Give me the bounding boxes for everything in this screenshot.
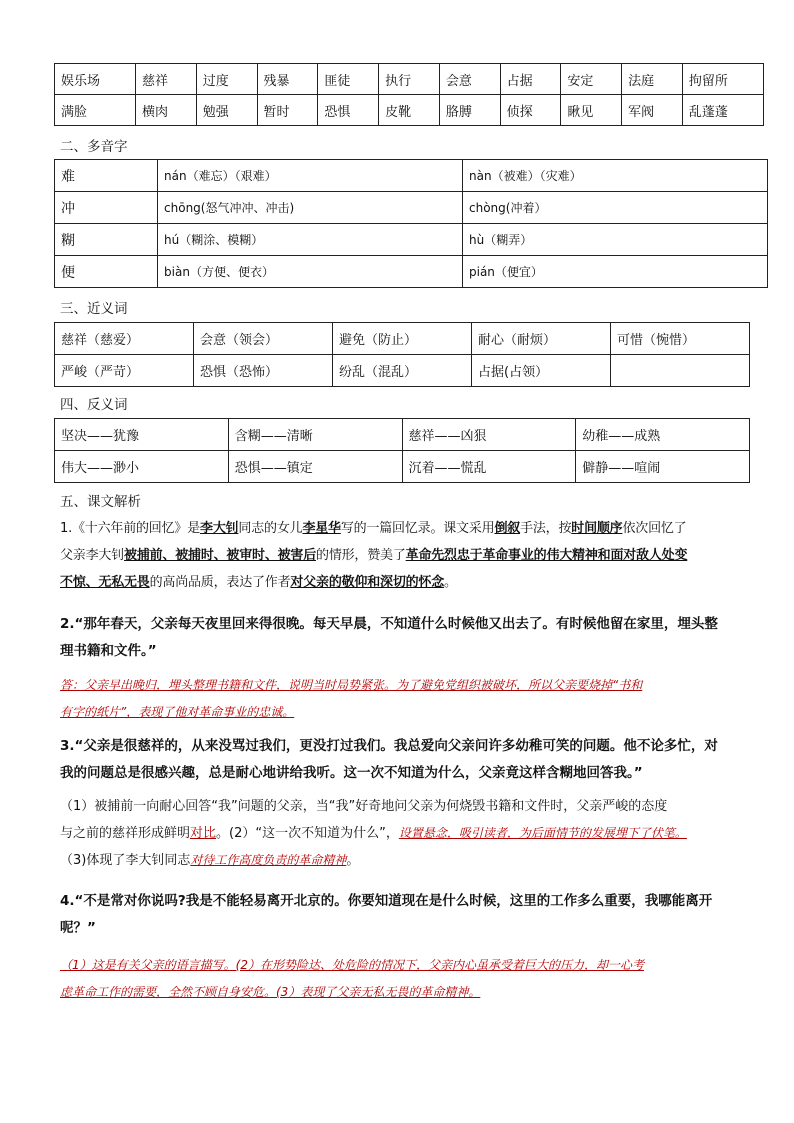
- section-heading-antonyms: 四、反义词: [60, 397, 128, 413]
- antonym-cell: 伟大——渺小: [55, 451, 229, 483]
- answer-3: [60, 793, 748, 874]
- antonym-cell: 慈祥——凶狠: [402, 419, 576, 451]
- text-run: 的高尚品质，表达了作者: [149, 575, 291, 590]
- polyphone-reading-b: pián（便宜）: [463, 256, 768, 288]
- synonym-cell: 占据(占领）: [472, 355, 611, 387]
- table-row: [55, 323, 750, 355]
- vocab-cell: 法庭: [622, 64, 683, 95]
- synonym-cell: 会意（领会）: [194, 323, 333, 355]
- synonym-cell: [611, 355, 750, 387]
- question-text: 呢？”: [60, 920, 96, 936]
- polyphone-reading-a: nán（难忘）（艰难）: [158, 160, 463, 192]
- synonym-table: [54, 322, 750, 387]
- answer-text: 答：父亲早出晚归，埋头整理书籍和文件，说明当时局势紧张。为了避免党组织被破坏，所以父亲要烧掉“书和: [60, 678, 643, 692]
- table-row: [55, 224, 768, 256]
- question-text: 4.“不是常对你说吗?我是不能轻易离开北京的。你要知道现在是什么时候，这里的工作多么重要，我哪能离开: [60, 893, 713, 909]
- polyphone-table: [54, 159, 768, 288]
- polyphone-reading-b: nàn（被难）（灾难）: [463, 160, 768, 192]
- vocabulary-table: [54, 63, 764, 126]
- antonym-cell: 沉着——慌乱: [402, 451, 576, 483]
- vocab-cell: 过度: [196, 64, 257, 95]
- question-2: [60, 611, 748, 665]
- vocab-cell: 侦探: [500, 95, 561, 126]
- antonym-cell: 僻静——喧闹: [576, 451, 750, 483]
- polyphone-char: 难: [55, 160, 158, 192]
- text-run-emphasis: 李星华: [302, 521, 341, 536]
- text-run-emphasis: 对父亲的敬仰和深切的怀念: [290, 575, 445, 590]
- vocab-cell: 满脸: [55, 95, 136, 126]
- question-text: 3.“父亲是很慈祥的，从来没骂过我们，更没打过我们。我总爱向父亲问许多幼稚可笑的问题。他不论多忙，对: [60, 738, 718, 754]
- text-run: 父亲李大钊: [60, 548, 125, 563]
- text-run: 同志的女儿: [238, 521, 303, 536]
- text-run-emphasis: 时间顺序: [571, 521, 623, 536]
- text-run-emphasis: 被捕前、被捕时、被审时、被害后: [124, 548, 317, 563]
- answer-2: [60, 672, 748, 726]
- question-3: [60, 733, 748, 787]
- table-row: [55, 419, 750, 451]
- vocab-cell: 勉强: [196, 95, 257, 126]
- vocab-cell: 残暴: [257, 64, 318, 95]
- answer-text: 。: [346, 853, 360, 868]
- text-run: 。: [444, 575, 457, 590]
- question-text: 2.“那年春天，父亲每天夜里回来得很晚。每天早晨，不知道什么时候他又出去了。有时候他留在家里，埋头整: [60, 616, 718, 632]
- vocab-cell: 执行: [379, 64, 440, 95]
- answer-text: （1）被捕前一向耐心回答“我”问题的父亲，当“我”好奇地问父亲为何烧毁书籍和文件时，父亲严峻的态度: [60, 799, 668, 814]
- synonym-cell: 纷乱（混乱）: [333, 355, 472, 387]
- answer-text: （3)体现了李大钊同志: [60, 853, 191, 868]
- text-run: 依次回忆了: [622, 521, 687, 536]
- synonym-cell: 耐心（耐烦）: [472, 323, 611, 355]
- section-heading-synonyms: 三、近义词: [60, 301, 128, 317]
- question-text: 我的问题总是很感兴趣，总是耐心地讲给我听。这一次不知道为什么，父亲竟这样含糊地回答我。”: [60, 765, 643, 781]
- section-heading-polyphones: 二、多音字: [60, 139, 128, 155]
- text-run: 写的一篇回忆录。课文采用: [340, 521, 495, 536]
- vocab-cell: 慈祥: [136, 64, 197, 95]
- text-run: 1.《十六年前的回忆》是: [60, 521, 201, 536]
- polyphone-char: 糊: [55, 224, 158, 256]
- vocab-cell: 恐惧: [318, 95, 379, 126]
- polyphone-reading-a: chōng(怒气冲冲、冲击): [158, 192, 463, 224]
- text-run-emphasis: 李大钊: [200, 521, 239, 536]
- answer-text: 与之前的慈祥形成鲜明: [60, 826, 191, 841]
- answer-text: 。(2）“这一次不知道为什么”，: [216, 826, 399, 841]
- vocab-cell: 瞅见: [561, 95, 622, 126]
- answer-4: [60, 952, 748, 1006]
- polyphone-char: 便: [55, 256, 158, 288]
- table-row: [55, 95, 764, 126]
- answer-highlight: 对比: [190, 826, 217, 841]
- question-text: 理书籍和文件。”: [60, 643, 157, 659]
- synonym-cell: 严峻（严苛）: [55, 355, 194, 387]
- text-run: 的情形，赞美了: [316, 548, 406, 563]
- vocab-cell: 横肉: [136, 95, 197, 126]
- vocab-cell: 暂时: [257, 95, 318, 126]
- answer-highlight: 对待工作高度负责的革命精神: [190, 853, 347, 867]
- polyphone-reading-b: hù（糊弄）: [463, 224, 768, 256]
- table-row: [55, 256, 768, 288]
- synonym-cell: 恐惧（恐怖）: [194, 355, 333, 387]
- answer-text: 有字的纸片”，表现了他对革命事业的忠诚。: [60, 705, 295, 719]
- table-row: [55, 192, 768, 224]
- polyphone-reading-a: biàn（方便、便衣）: [158, 256, 463, 288]
- table-row: [55, 160, 768, 192]
- vocab-cell: 乱蓬蓬: [682, 95, 763, 126]
- section-heading-analysis: 五、课文解析: [60, 494, 141, 510]
- text-run-emphasis: 不惊、无私无畏: [60, 575, 150, 590]
- antonym-cell: 幼稚——成熟: [576, 419, 750, 451]
- antonym-cell: 恐惧——镇定: [228, 451, 402, 483]
- antonym-cell: 含糊——清晰: [228, 419, 402, 451]
- vocab-cell: 娱乐场: [55, 64, 136, 95]
- polyphone-char: 冲: [55, 192, 158, 224]
- question-4: [60, 888, 748, 942]
- answer-text: 虑革命工作的需要，全然不顾自身安危。(3）表现了父亲无私无畏的革命精神。: [60, 985, 481, 999]
- polyphone-reading-b: chòng(冲着）: [463, 192, 768, 224]
- vocab-cell: 胳膊: [439, 95, 500, 126]
- analysis-paragraph-1: [60, 515, 748, 596]
- vocab-cell: 匪徒: [318, 64, 379, 95]
- vocab-cell: 占据: [500, 64, 561, 95]
- table-row: [55, 64, 764, 95]
- vocab-cell: 会意: [439, 64, 500, 95]
- text-run: 手法，按: [520, 521, 572, 536]
- text-run-emphasis: 倒叙: [494, 521, 521, 536]
- antonym-cell: 坚决——犹豫: [55, 419, 229, 451]
- antonym-table: [54, 418, 750, 483]
- synonym-cell: 慈祥（慈爱）: [55, 323, 194, 355]
- vocab-cell: 安定: [561, 64, 622, 95]
- table-row: [55, 451, 750, 483]
- synonym-cell: 可惜（惋惜）: [611, 323, 750, 355]
- answer-text: （1）这是有关父亲的语言描写。(2）在形势险达、处危险的情况下，父亲内心虽承受着巨大的压力，却一心考: [60, 958, 644, 972]
- table-row: [55, 355, 750, 387]
- polyphone-reading-a: hú（糊涂、模糊）: [158, 224, 463, 256]
- text-run-emphasis: 革命先烈忠于革命事业的伟大精神和面对敌人处变: [405, 548, 688, 563]
- vocab-cell: 军阀: [622, 95, 683, 126]
- vocab-cell: 拘留所: [682, 64, 763, 95]
- synonym-cell: 避免（防止）: [333, 323, 472, 355]
- answer-highlight: 设置悬念，吸引读者，为后面情节的发展埋下了伏笔。: [398, 826, 687, 840]
- vocab-cell: 皮靴: [379, 95, 440, 126]
